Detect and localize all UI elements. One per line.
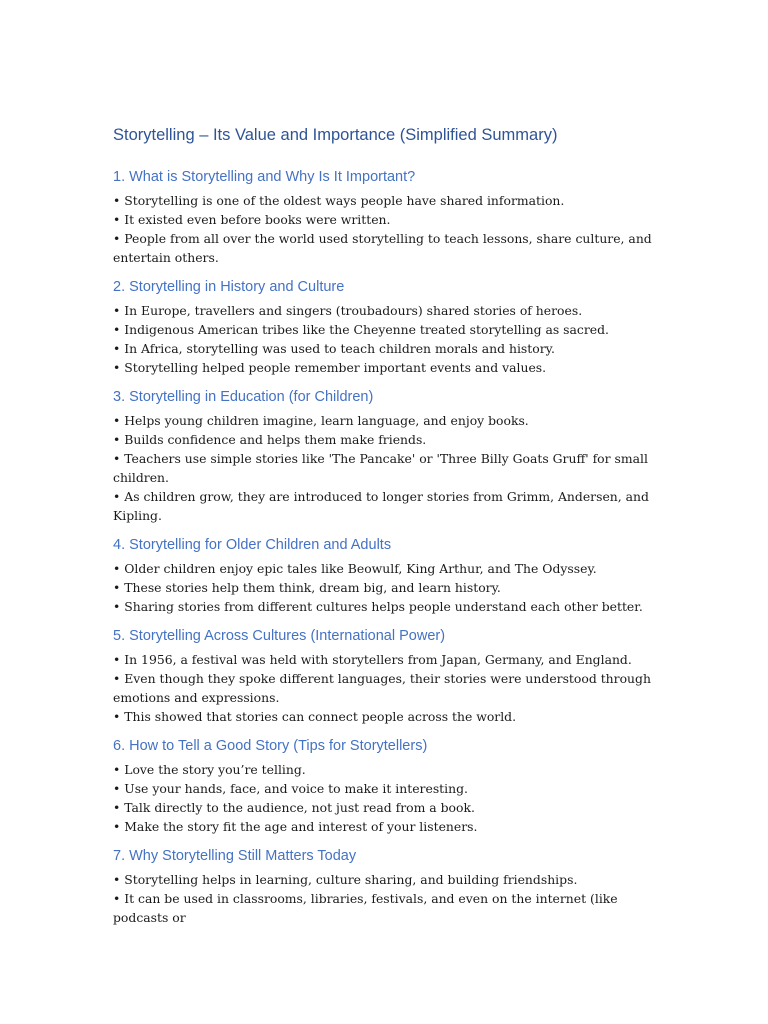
section-heading: 1. What is Storytelling and Why Is It Important? [113, 169, 416, 185]
bullet-list [113, 559, 653, 616]
bullet-item: • It can be used in classrooms, libraries, festivals, and even on the internet (like podcasts or [113, 891, 618, 925]
section-what-is-storytelling [113, 166, 653, 267]
section-heading: 3. Storytelling in Education (for Children) [113, 389, 374, 405]
bullet-item: • Storytelling is one of the oldest ways people have shared information. [113, 193, 565, 208]
bullet-item: • Indigenous American tribes like the Cheyenne treated storytelling as sacred. [113, 322, 609, 337]
section-heading: 6. How to Tell a Good Story (Tips for Storytellers) [113, 738, 428, 754]
section-heading: 7. Why Storytelling Still Matters Today [113, 848, 357, 864]
bullet-item: • Use your hands, face, and voice to make it interesting. [113, 781, 468, 796]
bullet-item: • Talk directly to the audience, not just read from a book. [113, 800, 475, 815]
section-heading: 2. Storytelling in History and Culture [113, 279, 345, 295]
bullet-item: • These stories help them think, dream big, and learn history. [113, 580, 501, 595]
section-older-children-adults [113, 534, 653, 616]
bullet-item: • In Europe, travellers and singers (troubadours) shared stories of heroes. [113, 303, 583, 318]
document-page [113, 122, 653, 936]
bullet-item: • Older children enjoy epic tales like Beowulf, King Arthur, and The Odyssey. [113, 561, 597, 576]
bullet-item: • In 1956, a festival was held with storytellers from Japan, Germany, and England. [113, 652, 632, 667]
bullet-item: • Sharing stories from different cultures helps people understand each other better. [113, 599, 643, 614]
bullet-item: • In Africa, storytelling was used to teach children morals and history. [113, 341, 555, 356]
bullet-item: • This showed that stories can connect people across the world. [113, 709, 517, 724]
bullet-item: • As children grow, they are introduced to longer stories from Grimm, Andersen, and Kipling. [113, 489, 649, 523]
bullet-item: • Make the story fit the age and interest of your listeners. [113, 819, 478, 834]
bullet-item: • Helps young children imagine, learn language, and enjoy books. [113, 413, 529, 428]
section-education [113, 386, 653, 525]
bullet-list [113, 870, 653, 927]
bullet-list [113, 650, 653, 726]
bullet-item: • Builds confidence and helps them make friends. [113, 432, 427, 447]
bullet-item: • Love the story you’re telling. [113, 762, 306, 777]
section-across-cultures [113, 625, 653, 726]
bullet-item: • Storytelling helped people remember important events and values. [113, 360, 547, 375]
section-why-it-matters [113, 845, 653, 927]
bullet-list [113, 760, 653, 836]
section-heading: 5. Storytelling Across Cultures (International Power) [113, 628, 446, 644]
bullet-list [113, 411, 653, 525]
section-heading: 4. Storytelling for Older Children and Adults [113, 537, 392, 553]
bullet-item: • Storytelling helps in learning, culture sharing, and building friendships. [113, 872, 578, 887]
bullet-item: • It existed even before books were written. [113, 212, 391, 227]
bullet-list [113, 301, 653, 377]
section-tips [113, 735, 653, 836]
bullet-list [113, 191, 653, 267]
document-title: Storytelling – Its Value and Importance (Simplified Summary) [113, 126, 558, 144]
bullet-item: • People from all over the world used storytelling to teach lessons, share culture, and entertain others. [113, 231, 652, 265]
bullet-item: • Teachers use simple stories like 'The Pancake' or 'Three Billy Goats Gruff' for small children. [113, 451, 648, 485]
section-history-culture [113, 276, 653, 377]
bullet-item: • Even though they spoke different languages, their stories were understood through emotions and expressions. [113, 671, 651, 705]
